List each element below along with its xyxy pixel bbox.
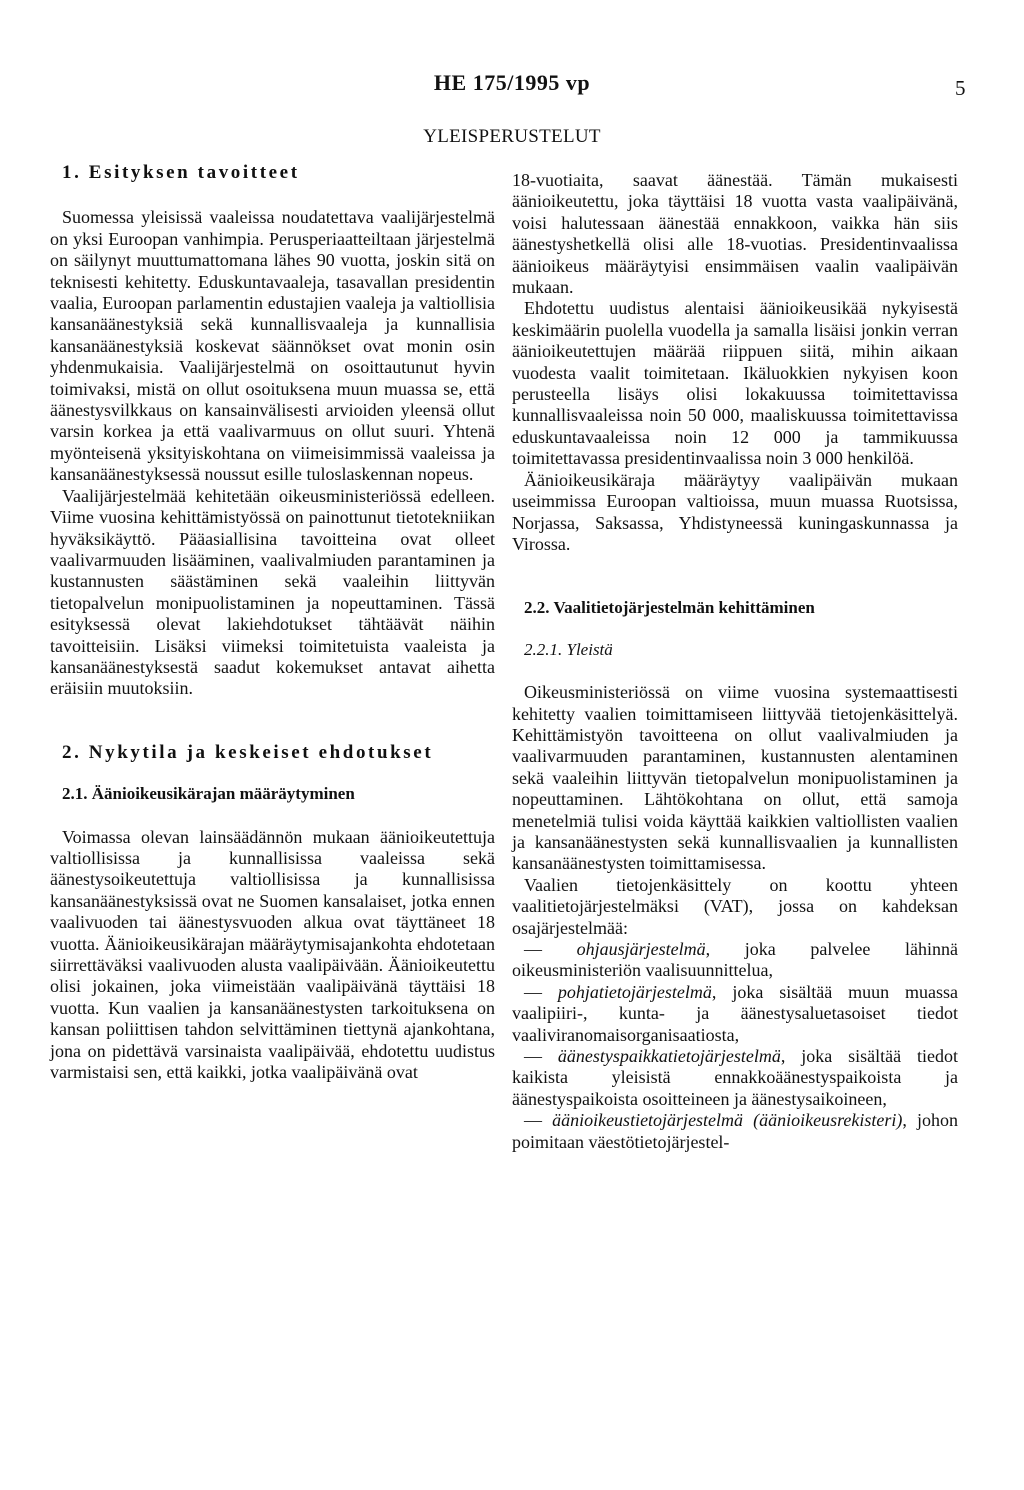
page-number: 5 bbox=[955, 76, 966, 100]
heading-2-1-aanioikeusikaraja: 2.1. Äänioikeusikärajan määräytyminen bbox=[62, 784, 355, 804]
list-text: , johon poimitaan väestötietojärjestel- bbox=[512, 1110, 958, 1152]
paragraph-tavoitteet-1: Suomessa yleisissä vaaleissa noudatettava vaalijärjestelmä on yksi Euroopan vanhimpia. Perusperiaatteiltaan järjestelmä on säilynyt muuttumattomana lähes 90 vuotta, joskin sitä on teknisesti kehitetty. Eduskuntavaaleja, tasavallan presidentin vaalia, Euroopan parlamentin edustajien vaaleja ja valtiollisia kansanäänestyksiä sekä kunnallisvaaleja ja kunnallisia kansanäänestyksiä koskevat säännökset ovat monin osin yhdenmukaisia. Vaalijärjestelmä on osoittautunut hyvin toimivaksi, mistä on ollut osoituksena muun muassa se, että äänestysvilkkaus on kansainvälisesti arvioiden yleensä ollut varsin korkea ja että vaalivarmuus on ollut suuri. Yhtenä myönteisenä yksityiskohtana on viimeisimmissä vaaleissa ja kansanäänestyksessä noussut esille tuloslaskennan nopeus. bbox=[50, 207, 495, 485]
list-item-ohjausjarjestelma bbox=[512, 939, 958, 982]
list-term: äänioikeustietojärjestelmä (äänioikeusrekisteri) bbox=[552, 1110, 903, 1131]
list-item-aanestyspaikkatietojarjestelma bbox=[512, 1046, 958, 1110]
list-text: , joka sisältää muun muassa vaalipiiri-, kunta- ja äänestysaluetasoiset tiedot vaaliviranomaisorganisaatiosta, bbox=[512, 981, 959, 1045]
dash: — bbox=[524, 1046, 542, 1067]
right-column bbox=[512, 170, 958, 1153]
list-term: pohjatietojärjestelmä bbox=[557, 981, 712, 1002]
list-term: ohjausjärjestelmä bbox=[576, 939, 706, 959]
paragraph-tavoitteet-2: Vaalijärjestelmää kehitetään oikeusministeriössä edelleen. Viime vuosina kehittämistyössä on painottunut tietotekniikan hyväksikäyttö. Pääasiallisina tavoitteina ovat olleet vaalivarmuuden lisääminen, vaalivalmiuden parantaminen ja kustannusten säästäminen sekä vaaleihin liittyvän tietopalvelun monipuolistaminen ja nopeuttaminen. Tässä esityksessä olevat lakiehdotukset tähtäävät näihin tavoitteisiin. Lisäksi viimeksi toimitetuista vaaleista ja kansanäänestyksestä saadut kokemukset antavat aihetta eräisiin muutoksiin. bbox=[50, 485, 495, 699]
paragraph-yleista-1: Oikeusministeriössä on viime vuosina systemaattisesti kehitetty vaalien toimittamiseen liittyvää tietojenkäsittelyä. Kehittämistyön tavoitteena on ollut vaalivalmiuden ja vaalivarmuuden parantaminen, kustannusten alentaminen sekä vaaleihin liittyvän tietopalvelun monipuolistaminen ja nopeuttaminen. Lähtökohtana on ollut, että samoja menetelmiä tulisi voida käyttää kaikkien valtiollisten vaalien ja kansanäänestysten sekä kunnallisvaalien ja kunnallisten kansanäänestysten toimittamisessa. bbox=[512, 682, 958, 874]
paragraph-aanioikeus-4: Äänioikeusikäraja määräytyy vaalipäivän mukaan useimmissa Euroopan valtioissa, muun muassa Ruotsissa, Norjassa, Saksassa, Yhdistyneessä kuningaskunnassa ja Virossa. bbox=[512, 469, 958, 554]
section-title: YLEISPERUSTELUT bbox=[423, 126, 601, 147]
list-term: äänestyspaikkatietojärjestelmä bbox=[557, 1046, 781, 1067]
page-header-title: HE 175/1995 vp bbox=[433, 70, 591, 95]
list-text: , joka sisältää tiedot kaikista yleisistä ennakkoäänestyspaikoista ja äänestyspaikoista osoitteineen ja äänestysaikoineen, bbox=[512, 1046, 959, 1109]
dash: — bbox=[524, 939, 542, 959]
heading-2-nykytila: 2. Nykytila ja keskeiset ehdotukset bbox=[62, 741, 434, 763]
heading-2-2-1-yleista: 2.2.1. Yleistä bbox=[524, 639, 613, 659]
heading-1-esityksen-tavoitteet: 1. Esityksen tavoitteet bbox=[62, 162, 300, 183]
left-column bbox=[50, 162, 495, 1083]
heading-2-2-vaalitietojarjestelma: 2.2. Vaalitietojärjestelmän kehittäminen bbox=[524, 598, 815, 618]
list-item-aanioikeustietojarjestelma bbox=[512, 1110, 958, 1153]
list-item-pohjatietojarjestelma bbox=[512, 982, 958, 1046]
paragraph-aanioikeus-2: 18-vuotiaita, saavat äänestää. Tämän mukaisesti äänioikeutettu, joka täyttäisi 18 vuotta vasta vaalipäivänä, voisi halutessaan äänestää ennakkoon, vaikka hän siis äänestyshetkellä olisi alle 18-vuotias. Presidentinvaalissa äänioikeus määräytyisi ensimmäisen vaalin vaalipäivän mukaan. bbox=[512, 170, 958, 298]
paragraph-aanioikeus-3: Ehdotettu uudistus alentaisi äänioikeusikää nykyisestä keskimäärin puolella vuodella ja samalla lisäisi jonkin verran äänioikeutettujen määrää riippuen siitä, mihin aikaan vuodesta vaalit toimitetaan. Ikäluokkien nykyisen koon perusteella lisäys olisi lokakuussa toimitettavissa kunnallisvaaleissa noin 50 000, maaliskuussa toimitettavissa eduskuntavaaleissa noin 12 000 ja tammikuussa toimitettavassa presidentinvaalissa noin 3 000 henkilöä. bbox=[512, 298, 958, 469]
list-text: , joka palvelee lähinnä oikeusministeriön vaalisuunnittelua, bbox=[512, 939, 958, 981]
dash: — bbox=[524, 1110, 542, 1131]
paragraph-yleista-2: Vaalien tietojenkäsittely on koottu yhteen vaalitietojärjestelmäksi (VAT), jossa on kahdeksan osajärjestelmää: bbox=[512, 874, 958, 938]
paragraph-aanioikeus-1: Voimassa olevan lainsäädännön mukaan äänioikeutettuja valtiollisissa ja kunnallisissa vaaleissa sekä äänestysoikeutettuja valtiollisissa ja kunnallisissa kansanäänestyksissä ovat ne Suomen kansalaiset, jotka ennen vaalivuoden tai äänestysvuoden alkua ovat täyttäneet 18 vuotta. Äänioikeusikärajan määräytymisajankohta ehdotetaan siirrettäväksi vaalivuoden alusta vaalipäivään. Äänioikeutettu olisi jokainen, joka viimeistään vaalipäivänä täyttäisi 18 vuotta. Kun vaalien ja kansanäänestysten tarkoituksena on kansan poliittisen tahdon selvittäminen tiettynä ajankohtana, jona on pidettävä varsinaista vaalipäivää, ehdotettu uudistus varmistaisi sen, että kaikki, jotka vaalipäivänä ovat bbox=[50, 826, 495, 1083]
dash: — bbox=[524, 981, 542, 1002]
